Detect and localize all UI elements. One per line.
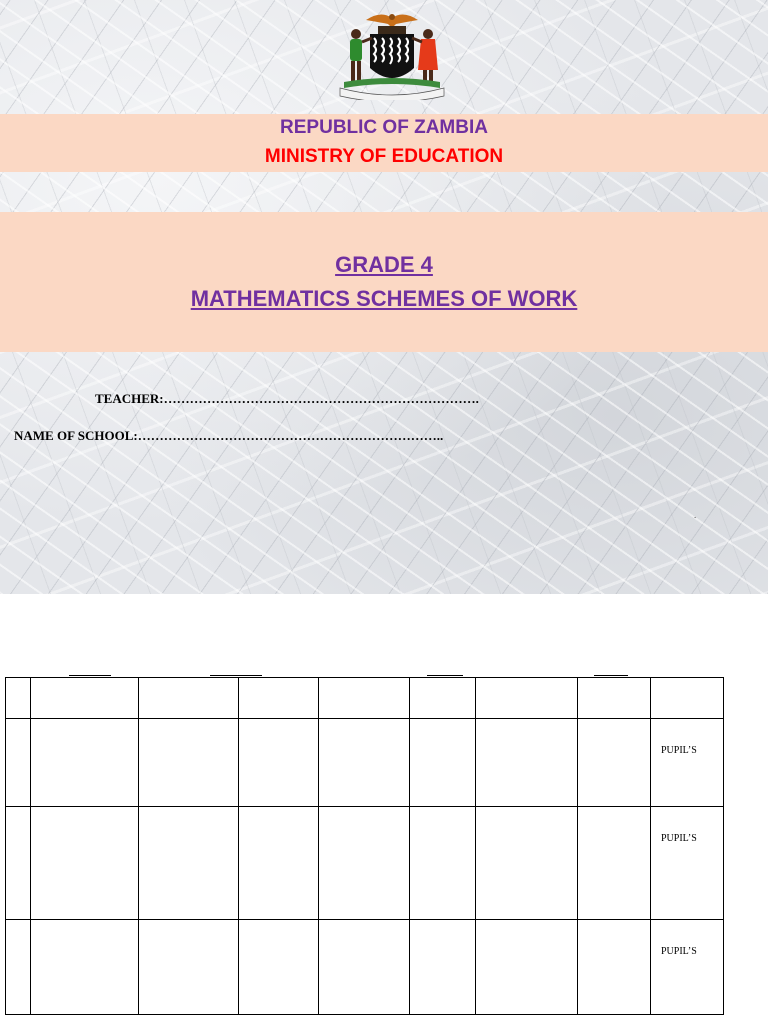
table-cell	[578, 678, 651, 719]
table-cell	[578, 807, 651, 920]
table-cell	[410, 807, 476, 920]
table-cell	[578, 719, 651, 807]
ministry-title: MINISTRY OF EDUCATION	[264, 146, 504, 167]
table-cell	[410, 920, 476, 1015]
table-cell	[6, 719, 31, 807]
grade-title: GRADE 4	[335, 252, 433, 277]
table-cell	[319, 678, 410, 719]
republic-title: REPUBLIC OF ZAMBIA	[280, 117, 488, 138]
table-cell	[239, 678, 319, 719]
table-cell	[319, 920, 410, 1015]
table-cell	[476, 719, 578, 807]
pupil-cell: PUPIL’S	[651, 807, 724, 920]
table-cell	[31, 807, 139, 920]
pupil-cell: PUPIL’S	[651, 920, 724, 1015]
school-field: NAME OF SCHOOL:……………………………………………………………..	[14, 428, 444, 443]
title-band	[0, 212, 768, 352]
header-band	[0, 114, 768, 172]
table-cell	[139, 678, 239, 719]
schemes-table	[5, 677, 724, 1015]
pupil-cell: PUPIL’S	[651, 719, 724, 807]
table-row	[6, 719, 724, 807]
table-cell	[410, 719, 476, 807]
table-cell	[139, 719, 239, 807]
table-cell	[239, 807, 319, 920]
table-cell	[139, 920, 239, 1015]
table-cell	[319, 719, 410, 807]
header-rule	[69, 675, 111, 676]
table-cell	[6, 920, 31, 1015]
table-cell	[239, 920, 319, 1015]
table-row	[6, 920, 724, 1015]
coat-of-arms-icon	[326, 8, 458, 100]
table-row	[6, 807, 724, 920]
table-cell	[410, 678, 476, 719]
table-cell	[6, 678, 31, 719]
table-header-row	[6, 678, 724, 719]
header-rule	[594, 675, 628, 676]
teacher-field: TEACHER:……………………………………………………………….	[95, 391, 479, 406]
table-cell	[239, 719, 319, 807]
table-cell	[139, 807, 239, 920]
header-rule	[427, 675, 463, 676]
table-cell	[476, 678, 578, 719]
table-cell	[31, 678, 139, 719]
header-rule	[210, 675, 262, 676]
stray-dot: .	[694, 510, 697, 520]
table-cell	[31, 920, 139, 1015]
table-cell	[31, 719, 139, 807]
table-cell	[476, 807, 578, 920]
table-cell	[476, 920, 578, 1015]
subject-title: MATHEMATICS SCHEMES OF WORK	[190, 286, 578, 311]
table-cell	[319, 807, 410, 920]
table-cell	[651, 678, 724, 719]
table-cell	[6, 807, 31, 920]
table-cell	[578, 920, 651, 1015]
